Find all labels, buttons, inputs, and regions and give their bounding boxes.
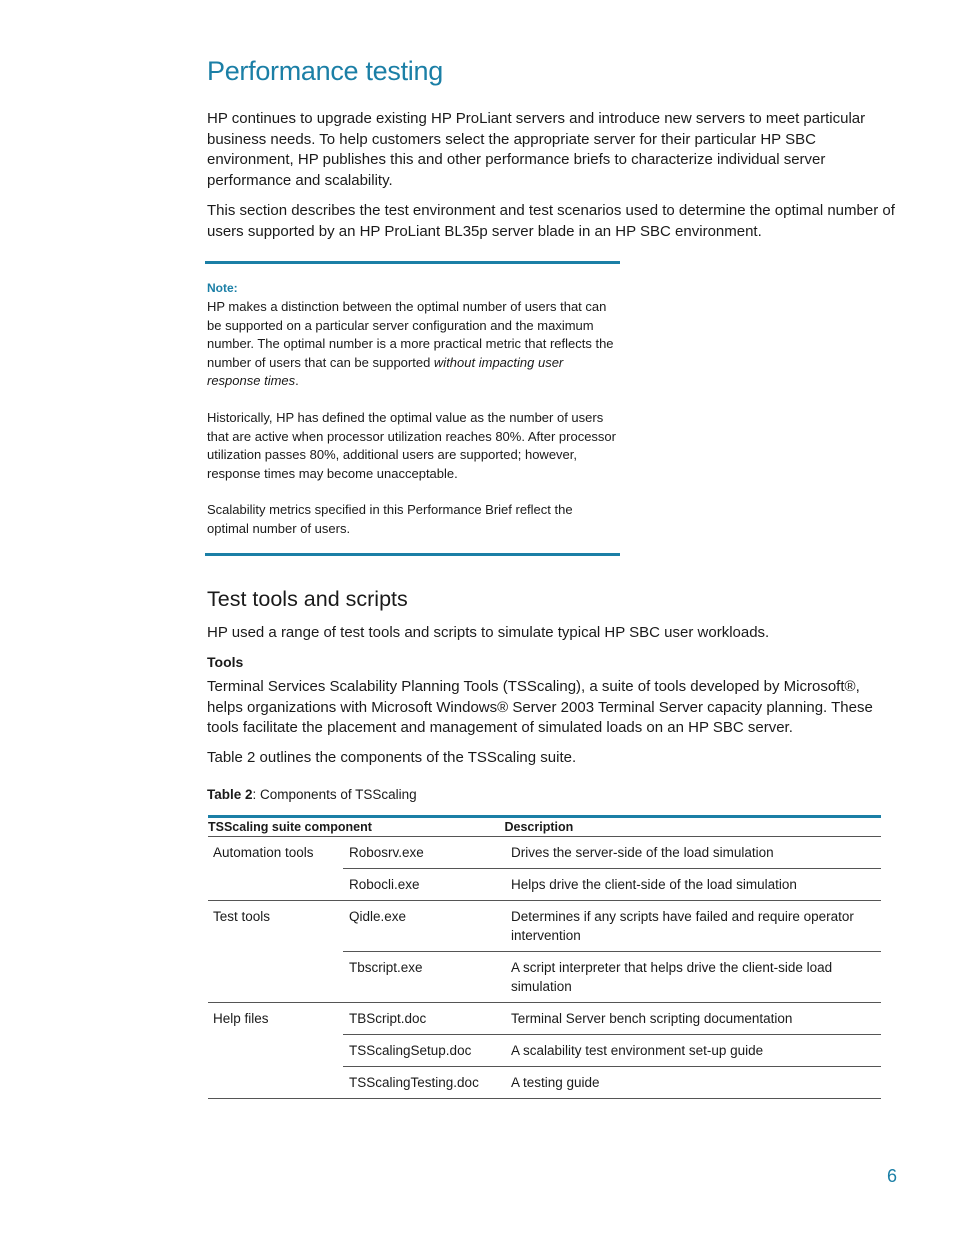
note-label: Note: xyxy=(207,281,238,295)
note-bottom-rule xyxy=(205,553,620,556)
tools-heading: Tools xyxy=(207,654,244,670)
note-top-rule xyxy=(205,261,620,264)
component-cell: Tbscript.exe xyxy=(344,952,505,1003)
component-cell: TSScalingSetup.doc xyxy=(344,1035,505,1067)
description-cell: A testing guide xyxy=(505,1067,882,1099)
header-component: TSScaling suite component xyxy=(208,817,505,837)
description-cell: Helps drive the client-side of the load simulation xyxy=(505,869,882,901)
section-title: Performance testing xyxy=(207,56,443,86)
component-cell: TBScript.doc xyxy=(344,1003,505,1035)
intro-paragraph-2: This section describes the test environment and test scenarios used to determine the optimal number of users supported by an HP ProLiant BL35p server blade in an HP SBC environment. xyxy=(207,202,895,240)
component-cell: Robosrv.exe xyxy=(344,837,505,869)
note-p1-end: . xyxy=(295,373,299,388)
description-cell: Drives the server-side of the load simulation xyxy=(505,837,882,869)
table-row xyxy=(208,1003,881,1035)
component-cell: Robocli.exe xyxy=(344,869,505,901)
description-cell: Terminal Server bench scripting documentation xyxy=(505,1003,882,1035)
description-cell: Determines if any scripts have failed and require operator intervention xyxy=(505,901,882,952)
table-caption-label: Table 2 xyxy=(207,787,253,802)
tools-paragraph: Terminal Services Scalability Planning Tools (TSScaling), a suite of tools developed by Microsoft®, helps organizations with Microsoft Windows® Server 2003 Terminal Server capacity planning. These tools facilitate the placement and management of simulated loads on an HP SBC server. xyxy=(207,678,873,737)
category-cell: Automation tools xyxy=(208,837,344,901)
page-number: 6 xyxy=(886,1166,897,1186)
note-paragraph-1 xyxy=(207,298,617,391)
table-header-row xyxy=(208,817,881,837)
category-cell: Help files xyxy=(208,1003,344,1099)
note-paragraph-3: Scalability metrics specified in this Performance Brief reflect the optimal number of users. xyxy=(207,502,573,536)
table-caption xyxy=(207,787,417,802)
intro-paragraph-1: HP continues to upgrade existing HP ProLiant servers and introduce new servers to meet particular business needs. To help customers select the appropriate server for their particular HP SBC environment, HP publishes this and other performance briefs to characterize individual server performance and scalability. xyxy=(207,110,866,189)
table-row xyxy=(208,837,881,869)
category-cell: Test tools xyxy=(208,901,344,1003)
header-description: Description xyxy=(505,817,882,837)
note-paragraph-2: Historically, HP has defined the optimal value as the number of users that are active when processor utilization reaches 80%. After processor utilization passes 80%, additional users are supported; however, response times may become unacceptable. xyxy=(207,410,616,481)
subsection-intro: HP used a range of test tools and scripts to simulate typical HP SBC user workloads. xyxy=(207,624,770,641)
table-row xyxy=(208,901,881,952)
description-cell: A script interpreter that helps drive the client-side load simulation xyxy=(505,952,882,1003)
note-p1-text: HP makes a distinction between the optimal number of users that can be supported on a particular server configuration and the maximum number. The optimal number is a more practical metric that reflects the number of users that can be supported xyxy=(207,299,614,370)
note-p1-italic: without impacting user response times xyxy=(207,354,564,388)
table-intro: Table 2 outlines the components of the TSScaling suite. xyxy=(207,749,577,766)
components-table xyxy=(208,815,881,1099)
subsection-title: Test tools and scripts xyxy=(207,587,408,611)
component-cell: Qidle.exe xyxy=(344,901,505,952)
component-cell: TSScalingTesting.doc xyxy=(344,1067,505,1099)
description-cell: A scalability test environment set-up guide xyxy=(505,1035,882,1067)
table-caption-text: : Components of TSScaling xyxy=(252,787,417,802)
